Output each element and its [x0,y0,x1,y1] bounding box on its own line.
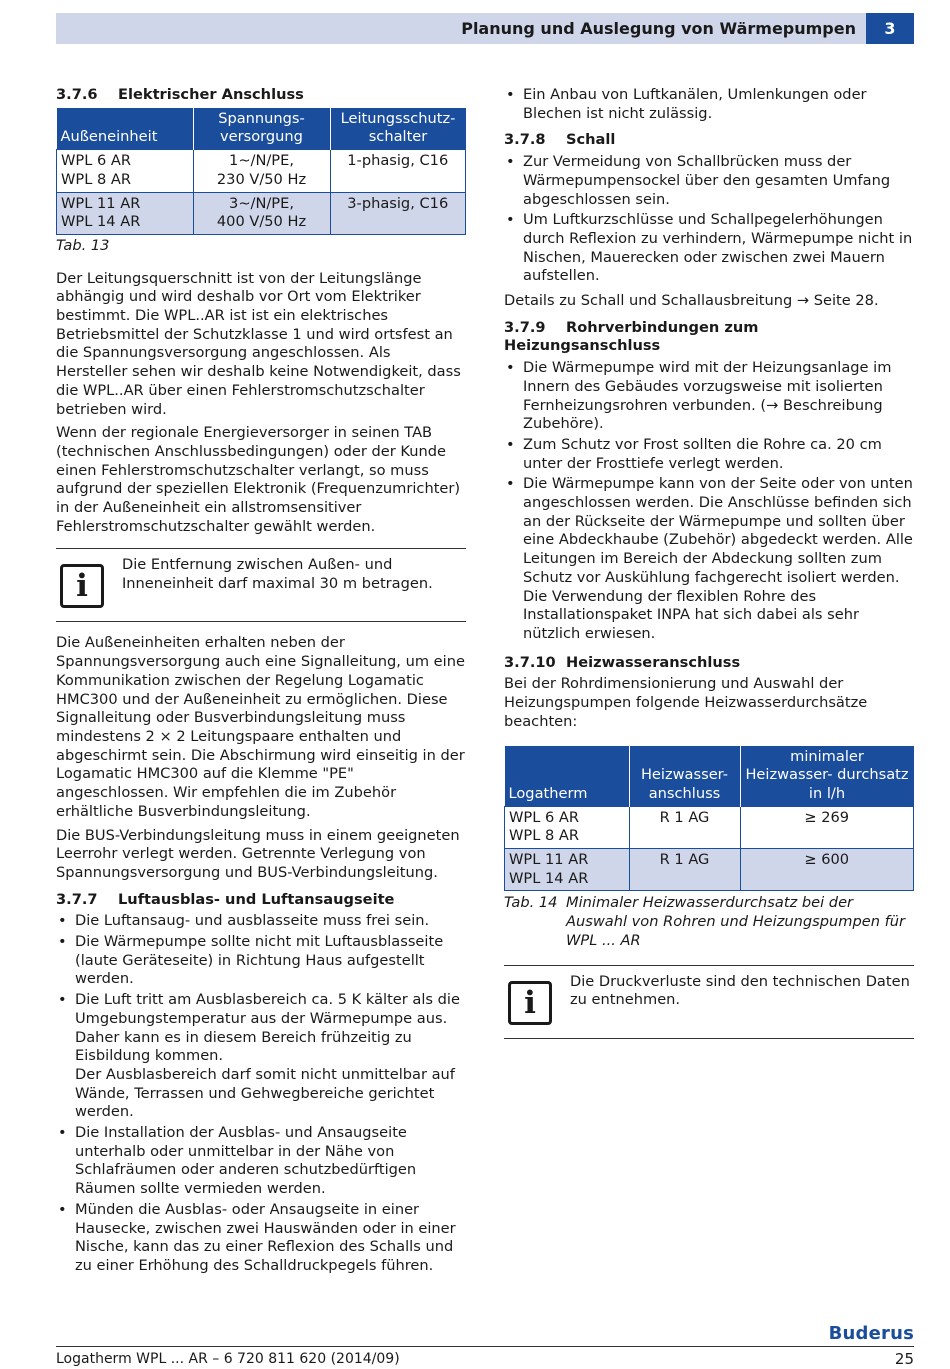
info-note [504,965,914,1039]
header-cell: Außeneinheit [57,108,194,150]
brand-logo: Buderus [828,1323,914,1344]
cell-line: WPL 11 AR [509,851,589,869]
cell-line: 230 V/50 Hz [216,170,307,188]
section-title: Luftausblas- und Luftansaugseite [118,890,395,908]
left-column [56,86,466,1282]
bullet-list [56,912,466,1275]
header-cell: Logatherm [505,746,630,807]
section-number: 3.7.6 [56,86,98,103]
section-title: Elektrischer Anschluss [118,86,304,103]
cell-line: WPL 8 AR [61,170,132,188]
table-cell [57,150,194,192]
section-number: 3.7.8 [504,131,546,149]
list-item: • Zum Schutz vor Frost sollten die Rohre ca. 20 cm unter der Frosttiefe verlegt werden. [504,436,914,473]
info-icon: i [60,564,104,608]
list-item: • Die Wärmepumpe kann von der Seite oder von unten angeschlossen werden. Die Anschlüsse befinden sich an der Rückseite der Wärmepumpe und sollten über eine Abdeckhaube (Zubehör) abgedeckt werden. Alle Leitungen im Bereich der Abdeckung sollten zum Schutz vor Auskühlung fachgerecht isoliert werden. Die Verwendung der flexiblen Rohre des Installationspaket INPA hat sich dabei als sehr nützlich erwiesen. [504,475,914,643]
caption-text: Minimaler Heizwasserdurchsatz bei der Auswahl von Rohren und Heizungspumpen für WPL ... AR [566,894,905,949]
table-14 [504,746,914,892]
header-cell: Spannungs- versorgung [193,108,330,150]
cell-line: WPL 14 AR [61,213,141,231]
header-cell: Leitungsschutz- schalter [330,108,466,150]
bullet-list [504,86,914,123]
list-item: • Die Wärmepumpe wird mit der Heizungsanlage im Innern des Gebäudes vorzugsweise mit isolierten Fernheizungsrohren verbunden. (→ Beschreibung Zubehöre). [504,359,914,434]
cell-line: WPL 6 AR [61,152,132,170]
table-cell [57,192,194,234]
table-row [505,849,914,891]
list-item-text: Die Luft tritt am Ausblasbereich ca. 5 K kälter als die Umgebungstemperatur aus der Wärmepumpe aus. Daher kann es in diesem Bereich frühzeitig zu Eisbildung kommen. [75,991,460,1065]
running-header: Planung und Auslegung von Wärmepumpen [56,13,866,44]
cell-line: 400 V/50 Hz [216,213,307,231]
section-number: 3.7.10 [504,653,556,671]
section-heading-3-7-8 [504,131,914,150]
table-row [57,150,466,192]
caption-label: Tab. 14 [504,894,558,912]
footer-document-id: Logatherm WPL ... AR – 6 720 811 620 (2014/09) [56,1351,400,1367]
table-caption [504,894,914,950]
list-item: • Zur Vermeidung von Schallbrücken muss der Wärmepumpensockel über den gesamten Umfang abgeschlossen sein. [504,153,914,209]
note-text: Die Entfernung zwischen Außen- und Inneneinheit darf maximal 30 m betragen. [122,556,433,593]
paragraph: Bei der Rohrdimensionierung und Auswahl der Heizungspumpen folgende Heizwasserdurchsätze beachten: [504,675,868,730]
table-13 [56,108,466,235]
list-item: • Ein Anbau von Luftkanälen, Umlenkungen oder Blechen ist nicht zulässig. [504,86,914,123]
table-cell: ≥ 269 [740,806,914,848]
section-heading-3-7-7 [56,891,466,910]
section-number: 3.7.9 [504,318,546,336]
paragraph: Details zu Schall und Schallausbreitung → Seite 28. [504,292,879,310]
table-header-row [57,108,466,150]
list-item: • Um Luftkurzschlüsse und Schallpegelerhöhungen durch Reflexion zu verhindern, Wärmepumpe nicht in Nischen, Mauerecken oder zwischen zwei Mauern aufstellen. [504,211,914,286]
section-heading-3-7-10 [504,654,914,673]
right-column [504,86,914,1051]
section-title: Heizwasseranschluss [566,653,741,671]
cell-line: WPL 8 AR [509,827,580,845]
cell-line: WPL 6 AR [509,808,580,826]
note-text: Die Druckverluste sind den technischen Daten zu entnehmen. [570,972,910,1009]
table-cell [193,192,330,234]
table-cell: ≥ 600 [740,849,914,891]
cell-line: WPL 11 AR [61,194,141,212]
bullet-list [504,153,914,286]
table-row [505,806,914,848]
info-icon: i [508,981,552,1025]
table-header-row [505,746,914,807]
table-cell: R 1 AG [629,806,740,848]
cell-line: 3~/N/PE, [229,194,294,212]
section-title: Rohrverbindungen zum Heizungsanschluss [504,318,759,355]
cell-line: 1~/N/PE, [229,152,294,170]
table-cell [505,806,630,848]
section-number: 3.7.7 [56,890,98,908]
list-item-text: Der Ausblasbereich darf somit nicht unmittelbar auf Wände, Terrassen und Gehwegbereiche gerichtet werden. [75,1065,455,1121]
paragraph: Die Außeneinheiten erhalten neben der Spannungsversorgung auch eine Signalleitung, um eine Kommunikation zwischen der Regelung Logamatic HMC300 und der Außeneinheit zu ermöglichen. Diese Signalleitung oder Busverbindungsleitung muss mindestens 2 × 2 Leitungspaare enthalten und abgeschirmt sein. Die Abschirmung wird einseitig in der Logamatic HMC300 auf die Klemme "PE" angeschlossen. Wir empfehlen die im Zubehör erhältliche Busverbindungsleitung. [56,634,465,820]
cell-line: WPL 14 AR [509,869,589,887]
bullet-list [504,359,914,644]
list-item: • Die Installation der Ausblas- und Ansaugseite unterhalb oder unmittelbar in der Nähe von Schlafräumen oder anderen schutzbedürftigen Räumen sollte vermieden werden. [56,1124,466,1199]
info-note [56,548,466,622]
table-cell: 1-phasig, C16 [330,150,466,192]
table-cell [193,150,330,192]
section-title: Schall [566,131,616,149]
chapter-number: 3 [866,13,914,44]
list-item: • Die Luftansaug- und ausblasseite muss frei sein. [56,912,466,931]
section-heading-3-7-6 [56,86,466,105]
section-heading-3-7-9 [504,319,914,356]
table-cell: 3-phasig, C16 [330,192,466,234]
paragraph: Der Leitungsquerschnitt ist von der Leitungslänge abhängig und wird deshalb vor Ort vom Elektriker bestimmt. Die WPL..AR ist ist ein elektrisches Betriebsmittel der Schutzklasse 1 und wird ortsfest an die Spannungsversorgung angeschlossen. Als Hersteller sehen wir deshalb keine Notwendigkeit, dass die WPL..AR über einen Fehlerstromschutzschalter betrieben wird. [56,269,461,418]
header-cell: minimaler Heizwasser- durchsatz in l/h [740,746,914,807]
list-item [56,991,466,1122]
page-number: 25 [894,1350,914,1368]
footer-divider [56,1346,914,1347]
header-cell: Heizwasser- anschluss [629,746,740,807]
list-item: • Die Wärmepumpe sollte nicht mit Luftausblasseite (laute Geräteseite) in Richtung Haus aufgestellt werden. [56,933,466,989]
table-cell: R 1 AG [629,849,740,891]
paragraph: Die BUS-Verbindungsleitung muss in einem geeigneten Leerrohr verlegt werden. Getrennte Verlegung von Spannungsversorgung und BUS-Verbindungsleitung. [56,826,460,881]
table-caption: Tab. 13 [56,236,110,254]
table-cell [505,849,630,891]
paragraph: Wenn der regionale Energieversorger in seinen TAB (technischen Anschlussbedingungen) oder der Kunde einen Fehlerstromschutzschalter verlangt, so muss aufgrund der speziellen Elektronik (Frequenzumrichter) in der Außeneinheit ein allstromsensitiver Fehlerstromschutzschalter gewählt werden. [56,424,461,535]
list-item: • Münden die Ausblas- oder Ansaugseite in einer Hausecke, zwischen zwei Hauswänden oder in einer Nische, kann das zu einer Reflexion des Schalls und zu einer Erhöhung des Schalldruckpegels führen. [56,1201,466,1276]
table-row [57,192,466,234]
